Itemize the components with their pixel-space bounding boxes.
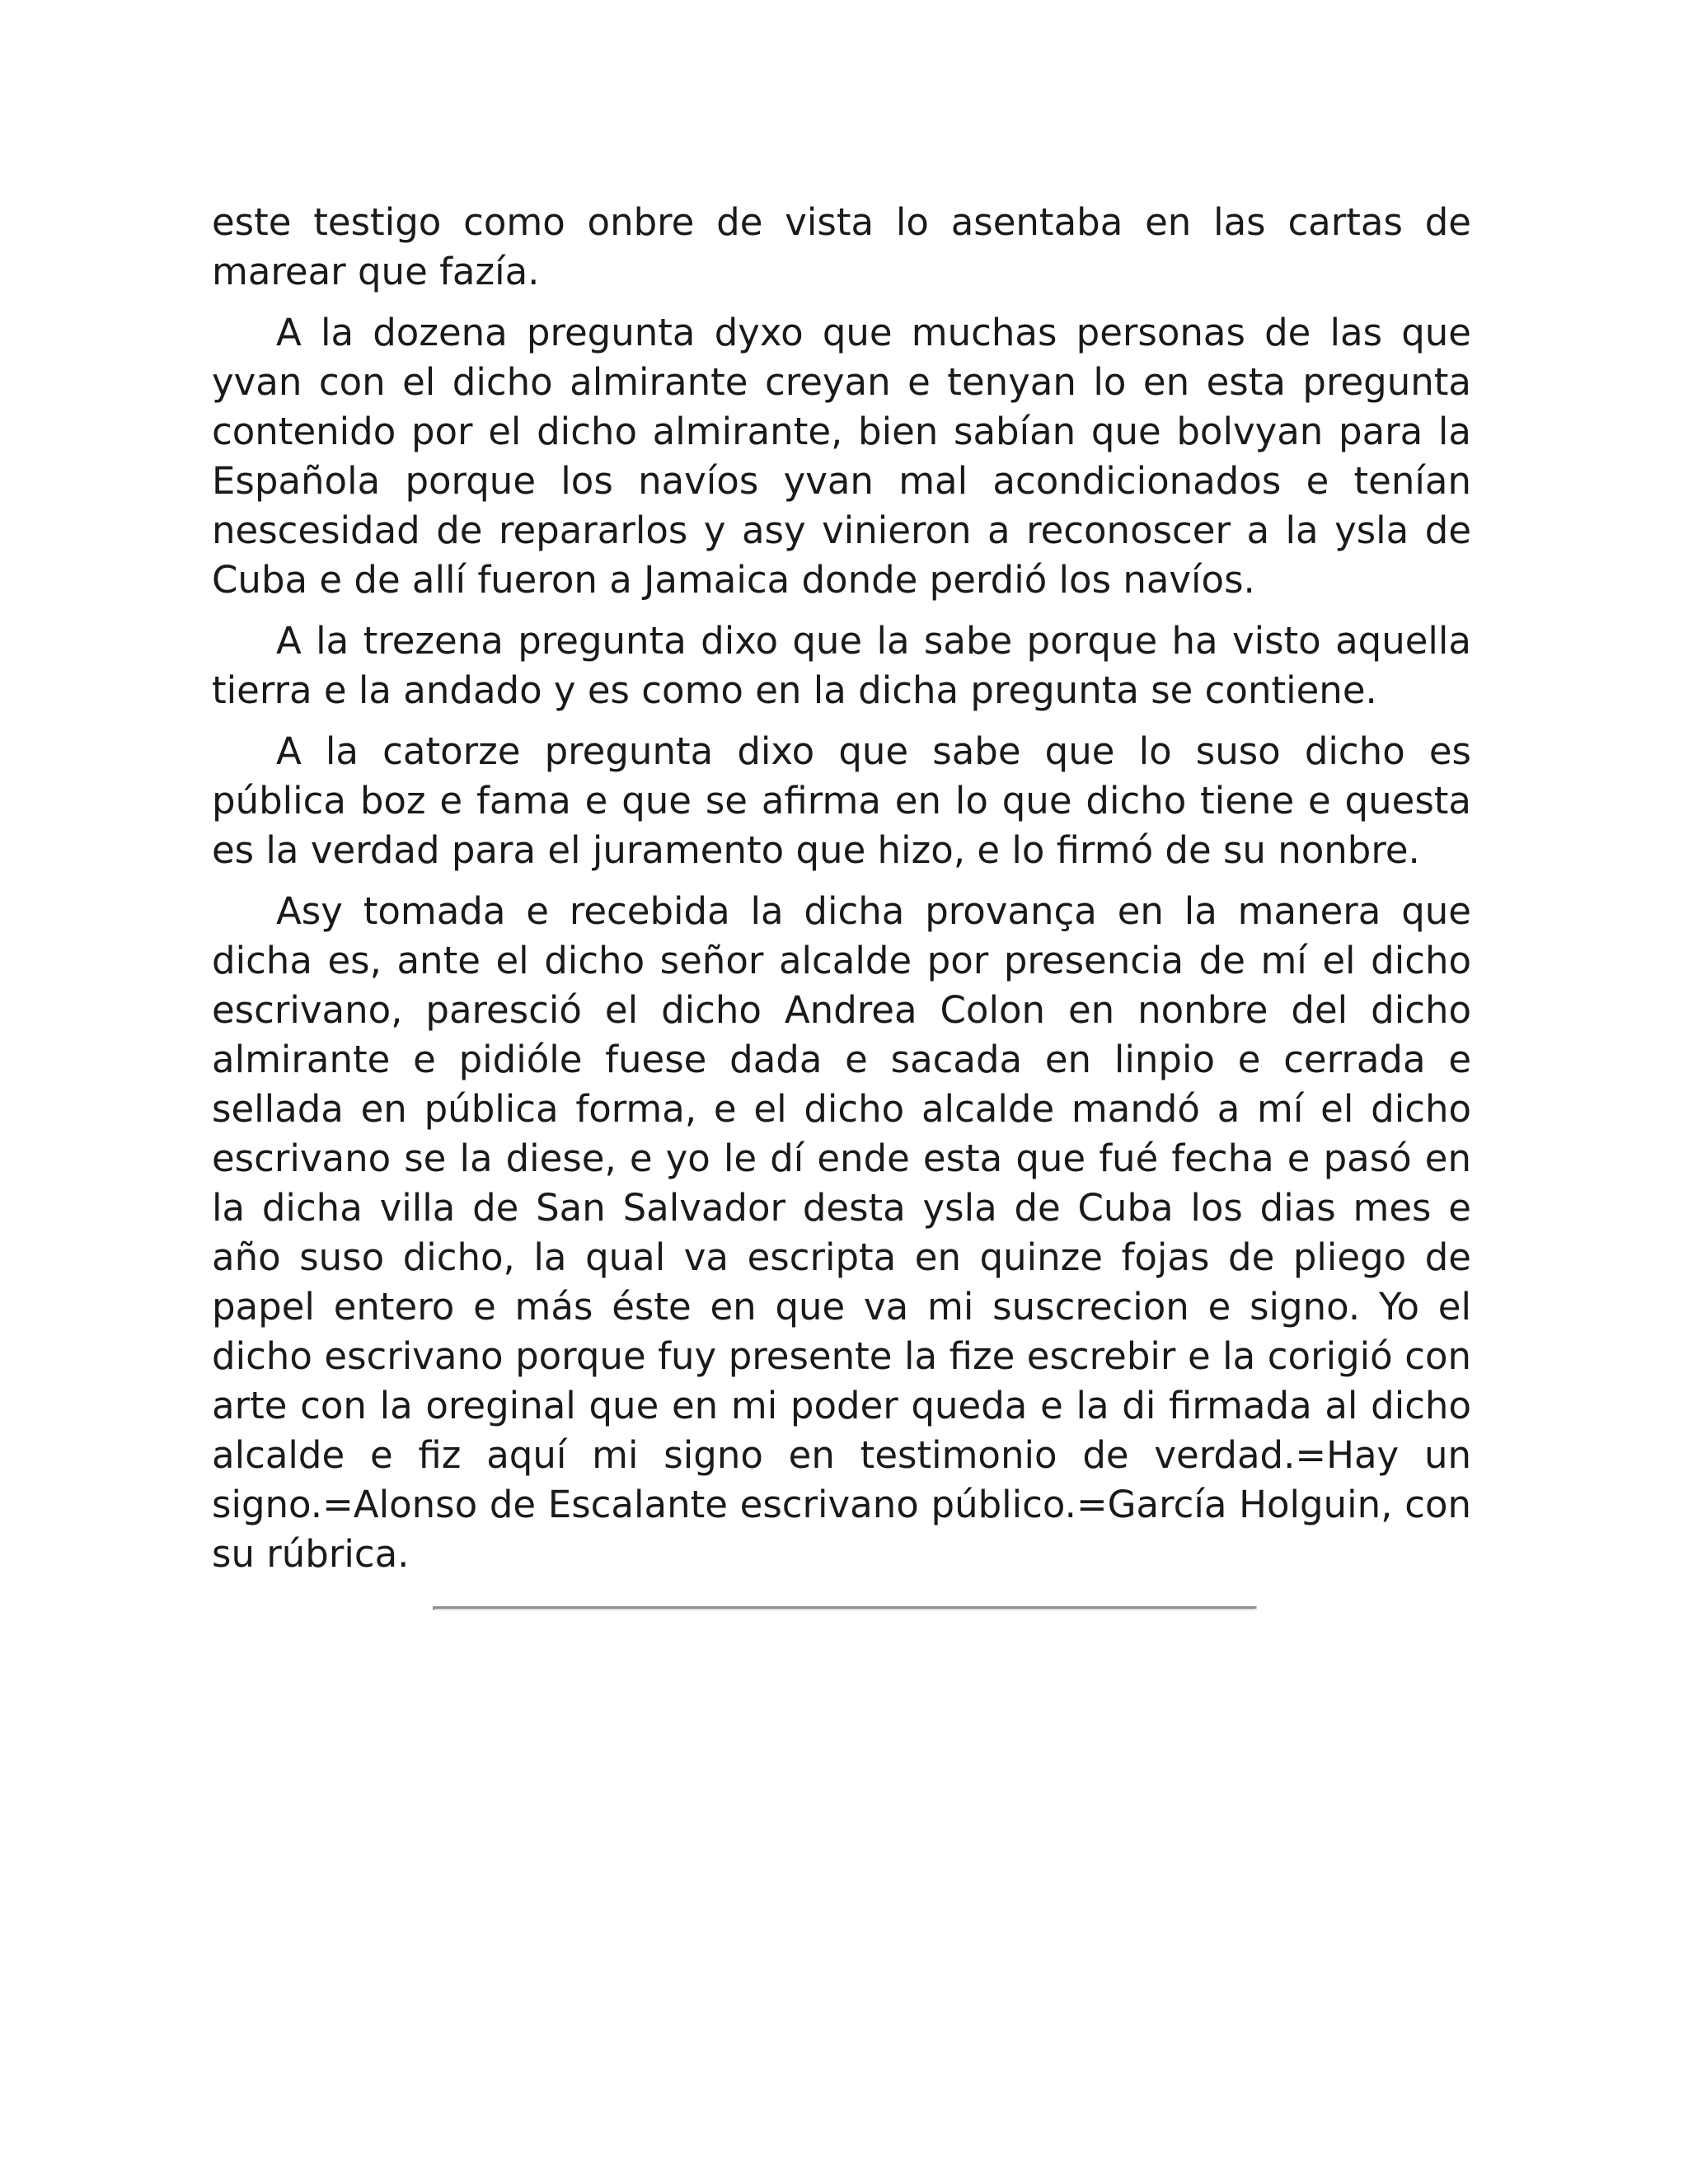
paragraph-question-fourteen: A la catorze pregunta dixo que sabe que lo suso dicho es pública boz e fama e que se afirma en lo que dicho tiene e questa es la verdad para el juramento que hizo, e lo firmó de su nonbre. — [212, 729, 1471, 872]
paragraph-closing-attestation: Asy tomada e recebida la dicha provança en la manera que dicha es, ante el dicho señor alcalde por presencia de mí el dicho escrivano, paresció el dicho Andrea Colon en nonbre del dicho almirante e pidióle fuese dada e sacada en linpio e cerrada e sellada en pública forma, e el dicho alcalde mandó a mí el dicho escrivano se la diese, e yo le dí ende esta que fué fecha e pasó en la dicha villa de San Salvador desta ysla de Cuba los dias mes e año suso dicho, la qual va escripta en quinze fojas de pliego de papel entero e más éste en que va mi suscrecion e signo. Yo el dicho escrivano porque fuy presente la fize escrebir e la corigió con arte con la oreginal que en mi poder queda e la di firmada al dicho alcalde e fiz aquí mi signo en testimonio de verdad.=Hay un signo.=Alonso de Escalante escrivano público.=García Holguin, con su rúbrica. — [212, 889, 1471, 1576]
document-body — [212, 198, 1471, 1591]
paragraph-continuation: este testigo como onbre de vista lo asentaba en las cartas de marear que fazía. — [212, 200, 1471, 293]
paragraph-question-thirteen: A la trezena pregunta dixo que la sabe porque ha visto aquella tierra e la andado y es como en la dicha pregunta se contiene. — [212, 619, 1471, 712]
horizontal-divider — [433, 1606, 1257, 1610]
paragraph-question-twelve: A la dozena pregunta dyxo que muchas personas de las que yvan con el dicho almirante creyan e tenyan lo en esta pregunta contenido por el dicho almirante, bien sabían que bolvyan para la Española porque los navíos yvan mal acondicionados e tenían nescesidad de repararlos y asy vinieron a reconoscer a la ysla de Cuba e de allí fueron a Jamaica donde perdió los navíos. — [212, 311, 1471, 602]
